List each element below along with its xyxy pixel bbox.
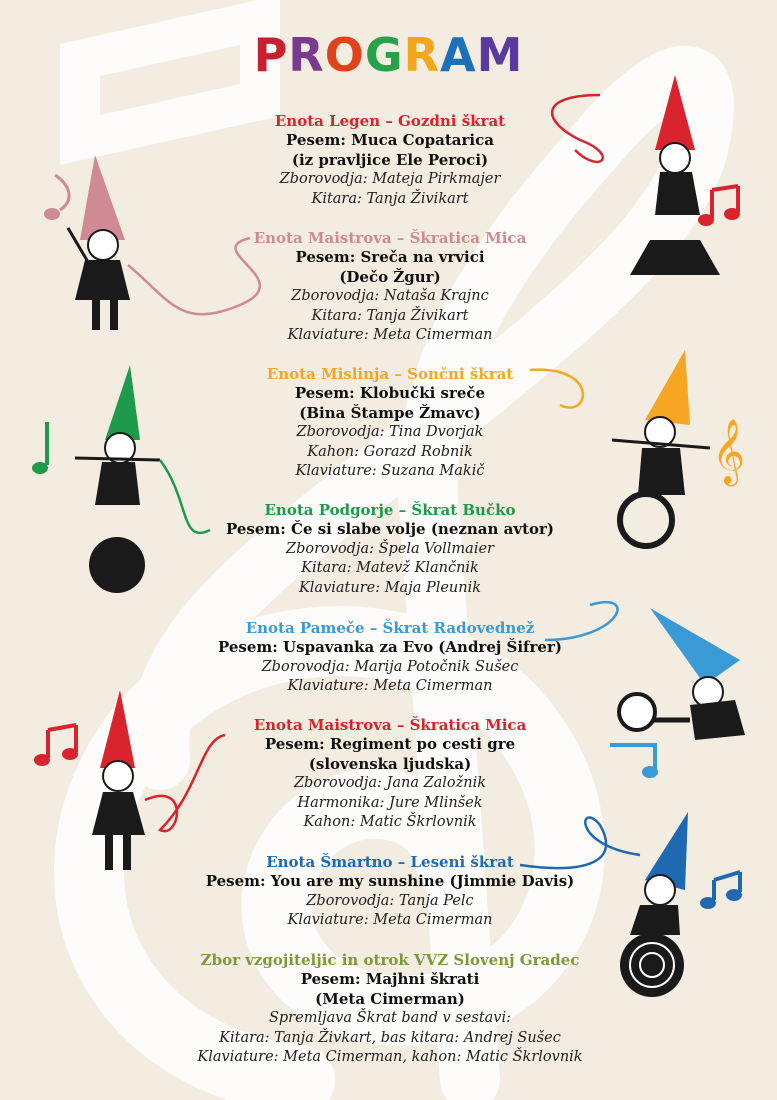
credit-line: Zborovodja: Mateja Pirkmajer	[279, 171, 501, 187]
title-letter: O	[324, 28, 365, 82]
title-letter: M	[476, 28, 524, 82]
unit-name: Enota Legen – Gozdni škrat	[274, 112, 506, 130]
unit-name: Enota Pameče – Škrat Radovednež	[245, 619, 535, 637]
program-entry	[140, 619, 640, 697]
unit-name: Enota Mislinja – Sončni škrat	[266, 365, 514, 383]
music-note-icon	[44, 175, 69, 220]
page-title	[0, 28, 777, 82]
program-entry	[140, 365, 640, 482]
song-subtitle: (Bina Štampe Žmavc)	[299, 403, 481, 422]
song-title: Pesem: Regiment po cesti gre	[264, 735, 516, 753]
credit-line: Klaviature: Maja Pleunik	[298, 579, 482, 596]
song-title: Pesem: Klobučki sreče	[294, 384, 486, 402]
credit-line: Zborovodja: Tanja Pelc	[306, 892, 474, 909]
unit-name: Zbor vzgojiteljic in otrok VVZ Slovenj Gradec	[200, 951, 580, 969]
unit-name: Enota Podgorje – Škrat Bučko	[264, 501, 516, 519]
credit-line: Zborovodja: Nataša Krajnc	[291, 288, 489, 304]
svg-text:𝄞: 𝄞	[712, 419, 746, 484]
program-entry	[140, 951, 640, 1068]
song-title: Pesem: Sreča na vrvici	[295, 248, 485, 266]
credit-line: Harmonika: Jure Mlinšek	[297, 794, 483, 811]
program-entry	[140, 229, 640, 346]
credit-line: Zborovodja: Tina Dvorjak	[296, 424, 484, 440]
program-entry	[140, 716, 640, 833]
music-note-icon	[32, 422, 48, 474]
program-entry	[140, 853, 640, 931]
song-title: Pesem: Majhni škrati	[300, 970, 480, 988]
credit-line: Zborovodja: Marija Potočnik Sušec	[261, 658, 519, 675]
credit-line: Klaviature: Meta Cimerman, kahon: Matic Škrlovnik	[197, 1049, 583, 1065]
song-title: Pesem: You are my sunshine (Jimmie Davis)	[205, 872, 575, 890]
credit-line: Kitara: Matevž Klančnik	[301, 560, 479, 576]
music-note-icon	[698, 186, 740, 226]
song-subtitle: (iz pravljice Ele Peroci)	[291, 150, 489, 169]
credit-line: Kitara: Tanja Živikart	[311, 190, 469, 207]
song-subtitle: (Dečo Žgur)	[339, 267, 441, 286]
credit-line: Klaviature: Meta Cimerman	[287, 912, 493, 928]
unit-name: Enota Maistrova – Škratica Mica	[253, 229, 527, 247]
credit-line: Kitara: Tanja Živikart	[311, 307, 469, 324]
song-title: Pesem: Uspavanka za Evo (Andrej Šifrer)	[218, 638, 562, 656]
unit-name: Enota Maistrova – Škratica Mica	[253, 716, 527, 734]
title-letter: P	[253, 28, 289, 82]
program-entry	[140, 112, 640, 209]
song-subtitle: (slovenska ljudska)	[308, 754, 472, 773]
song-subtitle: (Meta Cimerman)	[315, 989, 465, 1008]
title-letter: G	[364, 28, 404, 82]
song-title: Pesem: Muca Copatarica	[286, 131, 494, 149]
credit-line: Klaviature: Meta Cimerman	[287, 678, 493, 694]
unit-name: Enota Šmartno – Leseni škrat	[266, 853, 514, 871]
credit-line: Kahon: Matic Škrlovnik	[303, 814, 477, 830]
credit-line: Kitara: Tanja Živkart, bas kitara: Andrej Sušec	[219, 1029, 561, 1046]
song-title: Pesem: Če si slabe volje (neznan avtor)	[225, 520, 555, 538]
music-note-icon	[34, 725, 78, 766]
title-letter: R	[288, 28, 325, 82]
credit-line: Klaviature: Meta Cimerman	[287, 327, 493, 343]
music-note-icon	[700, 872, 742, 909]
credit-line: Kahon: Gorazd Robnik	[307, 443, 473, 460]
title-letter: R	[403, 28, 441, 82]
title-letter: A	[440, 28, 477, 82]
credit-line: Zborovodja: Špela Vollmaier	[286, 540, 494, 557]
program-entry	[140, 501, 640, 598]
credit-line: Klaviature: Suzana Makič	[295, 463, 485, 479]
credit-line: Zborovodja: Jana Založnik	[293, 775, 487, 791]
treble-clef-icon	[712, 419, 745, 486]
credit-line: Spremljava Škrat band v sestavi:	[268, 1010, 512, 1026]
